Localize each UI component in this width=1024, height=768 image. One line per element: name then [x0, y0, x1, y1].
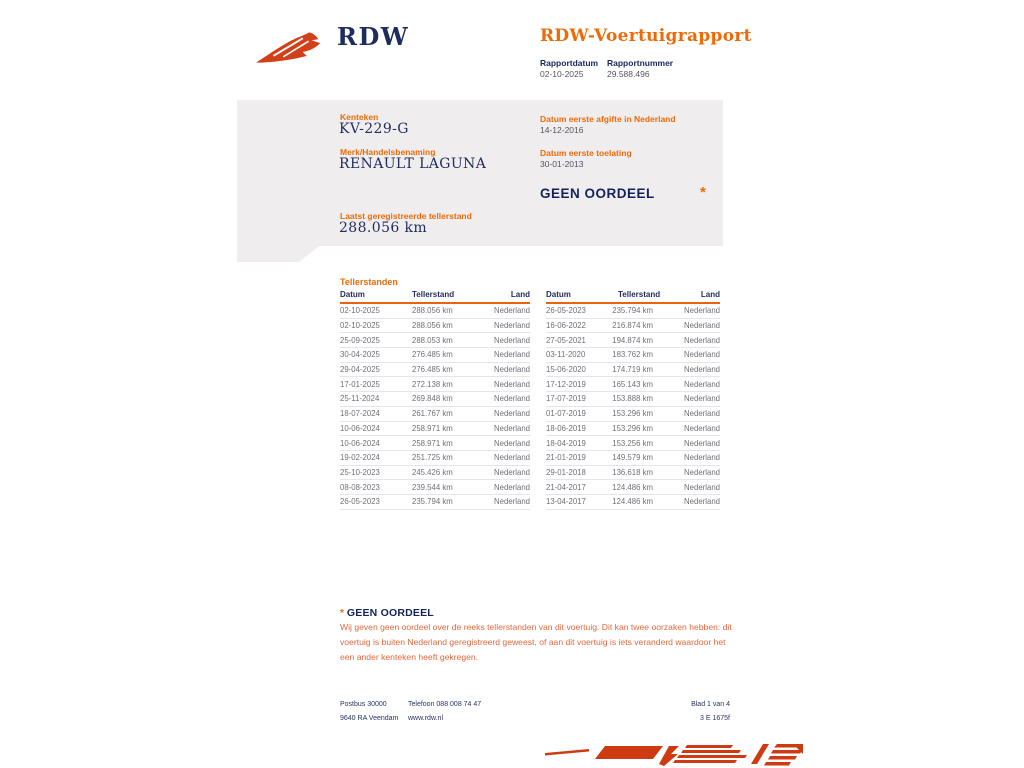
footer-phone: Telefoon 088 008 74 47	[408, 701, 482, 708]
table-row	[340, 392, 530, 407]
cell-land: Nederland	[684, 423, 720, 433]
cell-tellerstand: 239.544 km	[412, 482, 453, 492]
summary-box-corner-tab	[237, 246, 319, 262]
cell-land: Nederland	[684, 306, 720, 316]
tellerstand-label: Laatst geregistreerde tellerstand	[340, 211, 472, 221]
cell-datum: 17-07-2019	[546, 394, 586, 404]
cell-tellerstand: 165.143 km	[612, 379, 653, 389]
cell-land: Nederland	[494, 409, 530, 419]
footnote-asterisk: *	[340, 608, 344, 619]
tellerstanden-table-left	[340, 290, 530, 510]
footnote-heading	[340, 603, 434, 621]
cell-tellerstand: 258.971 km	[412, 423, 453, 433]
table-row	[340, 436, 530, 451]
afgifte-value: 14-12-2016	[540, 125, 584, 135]
table-header-row	[340, 290, 530, 304]
cell-tellerstand: 276.485 km	[412, 350, 453, 360]
footnote-body: Wij geven geen oordeel over de reeks tellerstanden van dit voertuig. Dit kan twee oorzaken hebben: dit voertuig is buiten Nederland geregistreerd geweest, of aan dit voertuig is iets veranderd waardoor het een ander kenteken heeft gekregen.	[340, 622, 732, 662]
table-body	[340, 304, 530, 510]
cell-datum: 18-06-2019	[546, 423, 586, 433]
cell-datum: 18-07-2024	[340, 409, 380, 419]
cell-datum: 26-05-2023	[546, 306, 586, 316]
cell-tellerstand: 153.296 km	[612, 423, 653, 433]
table-row	[340, 422, 530, 437]
rapportnummer-value: 29.588.496	[607, 69, 650, 79]
cell-tellerstand: 235.794 km	[612, 306, 653, 316]
footer-page-number: Blad 1 van 4	[691, 701, 730, 708]
footer-form-code: 3 E 1675f	[700, 715, 730, 722]
tellerstanden-section-title: Tellerstanden	[340, 277, 398, 287]
cell-datum: 17-12-2019	[546, 379, 586, 389]
cell-land: Nederland	[684, 409, 720, 419]
cell-land: Nederland	[494, 423, 530, 433]
cell-land: Nederland	[684, 321, 720, 331]
tellerstand-value: 288.056 km	[339, 220, 428, 236]
rdw-stripes-graphic	[545, 742, 803, 768]
cell-land: Nederland	[494, 306, 530, 316]
table-row	[546, 392, 720, 407]
cell-tellerstand: 251.725 km	[412, 453, 453, 463]
table-row	[546, 319, 720, 334]
table-row	[340, 377, 530, 392]
cell-datum: 13-04-2017	[546, 497, 586, 507]
cell-land: Nederland	[494, 482, 530, 492]
table-row	[340, 466, 530, 481]
table-header-row	[546, 290, 720, 304]
cell-tellerstand: 276.485 km	[412, 365, 453, 375]
cell-datum: 30-04-2025	[340, 350, 380, 360]
cell-datum: 17-01-2025	[340, 379, 380, 389]
rapportdatum-value: 02-10-2025	[540, 69, 584, 79]
afgifte-label: Datum eerste afgifte in Nederland	[540, 114, 676, 124]
oordeel-value: GEEN OORDEEL	[540, 186, 655, 201]
cell-land: Nederland	[494, 350, 530, 360]
cell-tellerstand: 269.848 km	[412, 394, 453, 404]
cell-land: Nederland	[494, 438, 530, 448]
column-header-land: Land	[700, 290, 720, 299]
cell-land: Nederland	[684, 350, 720, 360]
cell-land: Nederland	[684, 453, 720, 463]
oordeel-asterisk: *	[700, 184, 706, 201]
cell-land: Nederland	[684, 482, 720, 492]
toelating-label: Datum eerste toelating	[540, 148, 632, 158]
cell-tellerstand: 136.618 km	[612, 467, 653, 477]
cell-datum: 10-06-2024	[340, 438, 380, 448]
cell-tellerstand: 194.874 km	[612, 335, 653, 345]
table-row	[340, 304, 530, 319]
footer-website: www.rdw.nl	[408, 715, 444, 722]
cell-land: Nederland	[494, 394, 530, 404]
table-row	[546, 422, 720, 437]
cell-land: Nederland	[684, 379, 720, 389]
cell-datum: 10-06-2024	[340, 423, 380, 433]
cell-tellerstand: 272.138 km	[412, 379, 453, 389]
cell-datum: 16-06-2022	[546, 321, 586, 331]
cell-datum: 29-04-2025	[340, 365, 380, 375]
cell-land: Nederland	[494, 335, 530, 345]
table-row	[340, 333, 530, 348]
footer-address-line2: 9640 RA Veendam	[340, 715, 399, 722]
column-header-datum: Datum	[340, 290, 365, 299]
cell-land: Nederland	[494, 453, 530, 463]
merk-label: Merk/Handelsbenaming	[340, 147, 436, 157]
cell-datum: 29-01-2018	[546, 467, 586, 477]
table-row	[340, 348, 530, 363]
cell-datum: 27-05-2021	[546, 335, 586, 345]
cell-datum: 21-01-2019	[546, 453, 586, 463]
rapportnummer-label: Rapportnummer	[607, 58, 674, 68]
table-row	[546, 333, 720, 348]
column-header-datum: Datum	[546, 290, 571, 299]
merk-value: RENAULT LAGUNA	[339, 156, 487, 172]
cell-datum: 01-07-2019	[546, 409, 586, 419]
cell-tellerstand: 288.056 km	[412, 306, 453, 316]
column-header-land: Land	[510, 290, 530, 299]
cell-tellerstand: 235.794 km	[412, 497, 453, 507]
cell-datum: 02-10-2025	[340, 321, 380, 331]
rdw-wing-logo-icon	[254, 28, 332, 70]
kenteken-label: Kenteken	[340, 112, 379, 122]
table-row	[546, 466, 720, 481]
kenteken-value: KV-229-G	[339, 121, 409, 137]
table-row	[546, 363, 720, 378]
cell-land: Nederland	[494, 321, 530, 331]
cell-datum: 18-04-2019	[546, 438, 586, 448]
table-row	[546, 451, 720, 466]
table-body	[546, 304, 720, 510]
cell-datum: 08-08-2023	[340, 482, 380, 492]
cell-datum: 03-11-2020	[546, 350, 586, 360]
cell-land: Nederland	[494, 497, 530, 507]
cell-tellerstand: 288.056 km	[412, 321, 453, 331]
cell-land: Nederland	[684, 438, 720, 448]
table-row	[340, 495, 530, 510]
cell-land: Nederland	[684, 497, 720, 507]
cell-datum: 21-04-2017	[546, 482, 586, 492]
rapportdatum-label: Rapportdatum	[540, 58, 599, 68]
table-row	[340, 451, 530, 466]
table-row	[340, 407, 530, 422]
cell-land: Nederland	[684, 365, 720, 375]
cell-land: Nederland	[684, 335, 720, 345]
cell-land: Nederland	[684, 467, 720, 477]
cell-tellerstand: 183.762 km	[612, 350, 653, 360]
cell-land: Nederland	[494, 365, 530, 375]
cell-tellerstand: 258.971 km	[412, 438, 453, 448]
cell-land: Nederland	[494, 467, 530, 477]
cell-tellerstand: 153.296 km	[612, 409, 653, 419]
footer-address-line1: Postbus 30000	[340, 701, 387, 708]
cell-datum: 26-05-2023	[340, 497, 380, 507]
cell-tellerstand: 149.579 km	[612, 453, 653, 463]
table-row	[546, 436, 720, 451]
cell-land: Nederland	[684, 394, 720, 404]
cell-datum: 25-10-2023	[340, 467, 380, 477]
cell-tellerstand: 124.486 km	[612, 497, 653, 507]
table-row	[546, 304, 720, 319]
toelating-value: 30-01-2013	[540, 159, 584, 169]
cell-datum: 25-11-2024	[340, 394, 380, 404]
cell-tellerstand: 124.486 km	[612, 482, 653, 492]
report-title: RDW-Voertuigrapport	[540, 26, 752, 46]
table-row	[340, 319, 530, 334]
cell-tellerstand: 288.053 km	[412, 335, 453, 345]
column-header-tellerstand: Tellerstand	[412, 290, 455, 299]
cell-land: Nederland	[494, 379, 530, 389]
column-header-tellerstand: Tellerstand	[618, 290, 661, 299]
cell-tellerstand: 261.767 km	[412, 409, 453, 419]
cell-tellerstand: 153.256 km	[612, 438, 653, 448]
table-row	[546, 480, 720, 495]
table-row	[546, 407, 720, 422]
table-row	[546, 348, 720, 363]
cell-tellerstand: 245.426 km	[412, 467, 453, 477]
tellerstanden-table-right	[546, 290, 720, 510]
table-row	[546, 377, 720, 392]
table-row	[340, 480, 530, 495]
cell-datum: 19-02-2024	[340, 453, 380, 463]
cell-datum: 02-10-2025	[340, 306, 380, 316]
cell-tellerstand: 174.719 km	[612, 365, 653, 375]
cell-tellerstand: 216.874 km	[612, 321, 653, 331]
cell-datum: 15-06-2020	[546, 365, 586, 375]
cell-tellerstand: 153.888 km	[612, 394, 653, 404]
table-row	[340, 363, 530, 378]
rdw-logo-wordmark: RDW	[337, 22, 410, 51]
footnote-title: GEEN OORDEEL	[346, 607, 434, 619]
table-row	[546, 495, 720, 510]
cell-datum: 25-09-2025	[340, 335, 380, 345]
